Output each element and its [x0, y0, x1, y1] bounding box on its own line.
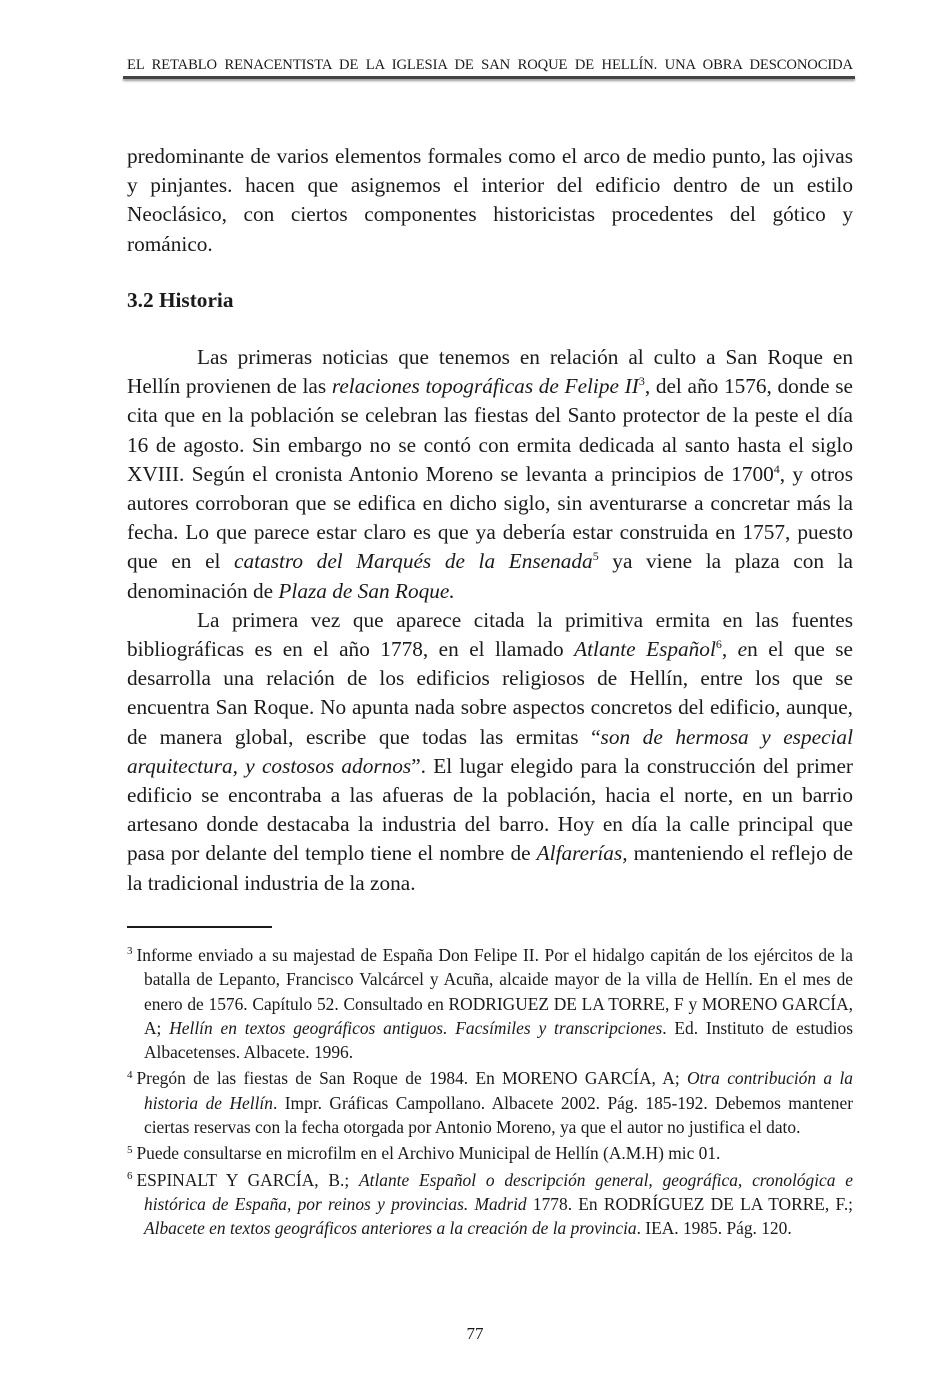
- italic-run: Atlante Español: [574, 637, 716, 662]
- footnote-5: [127, 1141, 853, 1165]
- italic-run: Atlante Español o descripción general, geográfica, cronológica e histórica de España, por reinos y provincias. Madrid: [144, 1169, 853, 1214]
- text-run: . Ed. Instituto de estudios Albacetenses. Albacete. 1996.: [144, 1017, 853, 1063]
- footnotes: [127, 943, 853, 1243]
- text-run: 1778. En RODRÍGUEZ DE LA TORRE, F.;: [526, 1193, 854, 1214]
- italic-run: catastro del Marqués de la Ensenada: [234, 549, 593, 574]
- footnote-number: 5: [127, 1143, 133, 1156]
- footnote-ref[interactable]: 6: [715, 636, 722, 651]
- text-run: n el que se desarrolla una relación de los edificios religiosos de Hellín, entre los que se encuentra San Roque. No apunta nada sobre aspectos concretos del edificio, aunque, de manera global, escribe que todas las ermitas “: [127, 637, 853, 749]
- intro-paragraph: predominante de varios elementos formales como el arco de medio punto, las ojivas y pinjantes. hacen que asignemos el interior del edificio dentro de un estilo Neoclásico, con ciertos componentes historicistas procedentes del gótico y románico.: [127, 144, 853, 256]
- paragraph-2: [127, 606, 853, 898]
- main-text: [127, 142, 853, 898]
- paragraph-1: [127, 343, 853, 606]
- italic-run: Alfarerías,: [536, 841, 628, 866]
- page-number: 77: [466, 1324, 484, 1343]
- footnote-6: [127, 1168, 853, 1241]
- text-run: . Impr. Gráficas Campollano. Albacete 2002. Pág. 185-192. Debemos mantener ciertas reservas con la fecha otorgada por Antonio Moreno, ya que el autor no justifica el dato.: [144, 1092, 853, 1138]
- text-run: La primera vez que aparece citada la primitiva ermita en las fuentes bibliográficas es en el año 1778, en el llamado: [127, 607, 853, 662]
- text-run: Pregón de las fiestas de San Roque de 1984. En MORENO GARCÍA, A;: [136, 1068, 687, 1089]
- footnote-number: 4: [127, 1068, 133, 1081]
- running-header: EL RETABLO RENACENTISTA DE LA IGLESIA DE SAN ROQUE DE HELLÍN. UNA OBRA DESCONOCIDA: [127, 57, 853, 73]
- footnote-ref[interactable]: 5: [592, 549, 599, 564]
- text-run: ya viene la plaza con la denominación de: [127, 549, 853, 603]
- footnote-ref[interactable]: 4: [773, 461, 780, 476]
- footnote-ref[interactable]: 3: [638, 374, 645, 389]
- italic-run: Otra contribución a la historia de Hellín: [144, 1068, 853, 1113]
- footnote-number: 3: [127, 945, 133, 958]
- italic-run: , e: [721, 637, 748, 662]
- section-heading: 3.2 Historia: [127, 287, 234, 312]
- text-run: manteniendo el reflejo de la tradicional industria de la zona.: [127, 841, 853, 895]
- text-run: Las primeras noticias que tenemos en relación al culto a San Roque en Hellín provienen de las: [127, 345, 853, 399]
- italic-run: Plaza de San Roque.: [278, 578, 455, 603]
- text-run: Informe enviado a su majestad de España Don Felipe II. Por el hidalgo capitán de los ejércitos de la batalla de Lepanto, Francisco Valcárcel y Acuña, alcaide mayor de la villa de Hellín. En el mes de enero de 1576. Capítulo 52. Consultado en RODRIGUEZ DE LA TORRE, F y MORENO GARCÍA, A;: [136, 945, 853, 1038]
- italic-run: Hellín en textos geográficos antiguos. Facsímiles y transcripciones: [169, 1017, 663, 1038]
- italic-run: son de hermosa y especial arquitectura, y costosos adornos: [127, 724, 853, 778]
- italic-run: Albacete en textos geográficos anteriores a la creación de la provincia: [144, 1218, 637, 1239]
- header-rule: [123, 76, 855, 79]
- text-run: ESPINALT Y GARCÍA, B.;: [136, 1169, 359, 1190]
- text-run: , y otros autores corroboran que se edifica en dicho siglo, sin aventurarse a concretar más la fecha. Lo que parece estar claro es que ya debería estar construida en 1757, puesto que en el: [127, 461, 853, 574]
- footnote-rule: [127, 926, 272, 928]
- footnote-3: [127, 943, 853, 1064]
- text-run: Puede consultarse en microfilm en el Archivo Municipal de Hellín (A.M.H) mic 01.: [136, 1143, 721, 1164]
- italic-run: relaciones topográficas de Felipe II: [331, 374, 639, 399]
- text-run: ”. El lugar elegido para la construcción del primer edificio se encontraba a las afueras de la población, hacia el norte, en un barrio artesano donde destacaba la industria del barro. Hoy en día la calle principal que pasa por delante del templo tiene el nombre de: [127, 753, 853, 866]
- footnote-number: 6: [127, 1169, 133, 1182]
- text-run: , del año 1576, donde se cita que en la población se celebran las fiestas del Santo protector de la peste el día 16 de agosto. Sin embargo no se contó con ermita dedicada al santo hasta el siglo XVIII. Según el cronista Antonio Moreno se levanta a principios de 1700: [127, 374, 853, 486]
- footnote-4: [127, 1066, 853, 1139]
- text-run: . IEA. 1985. Pág. 120.: [636, 1218, 792, 1239]
